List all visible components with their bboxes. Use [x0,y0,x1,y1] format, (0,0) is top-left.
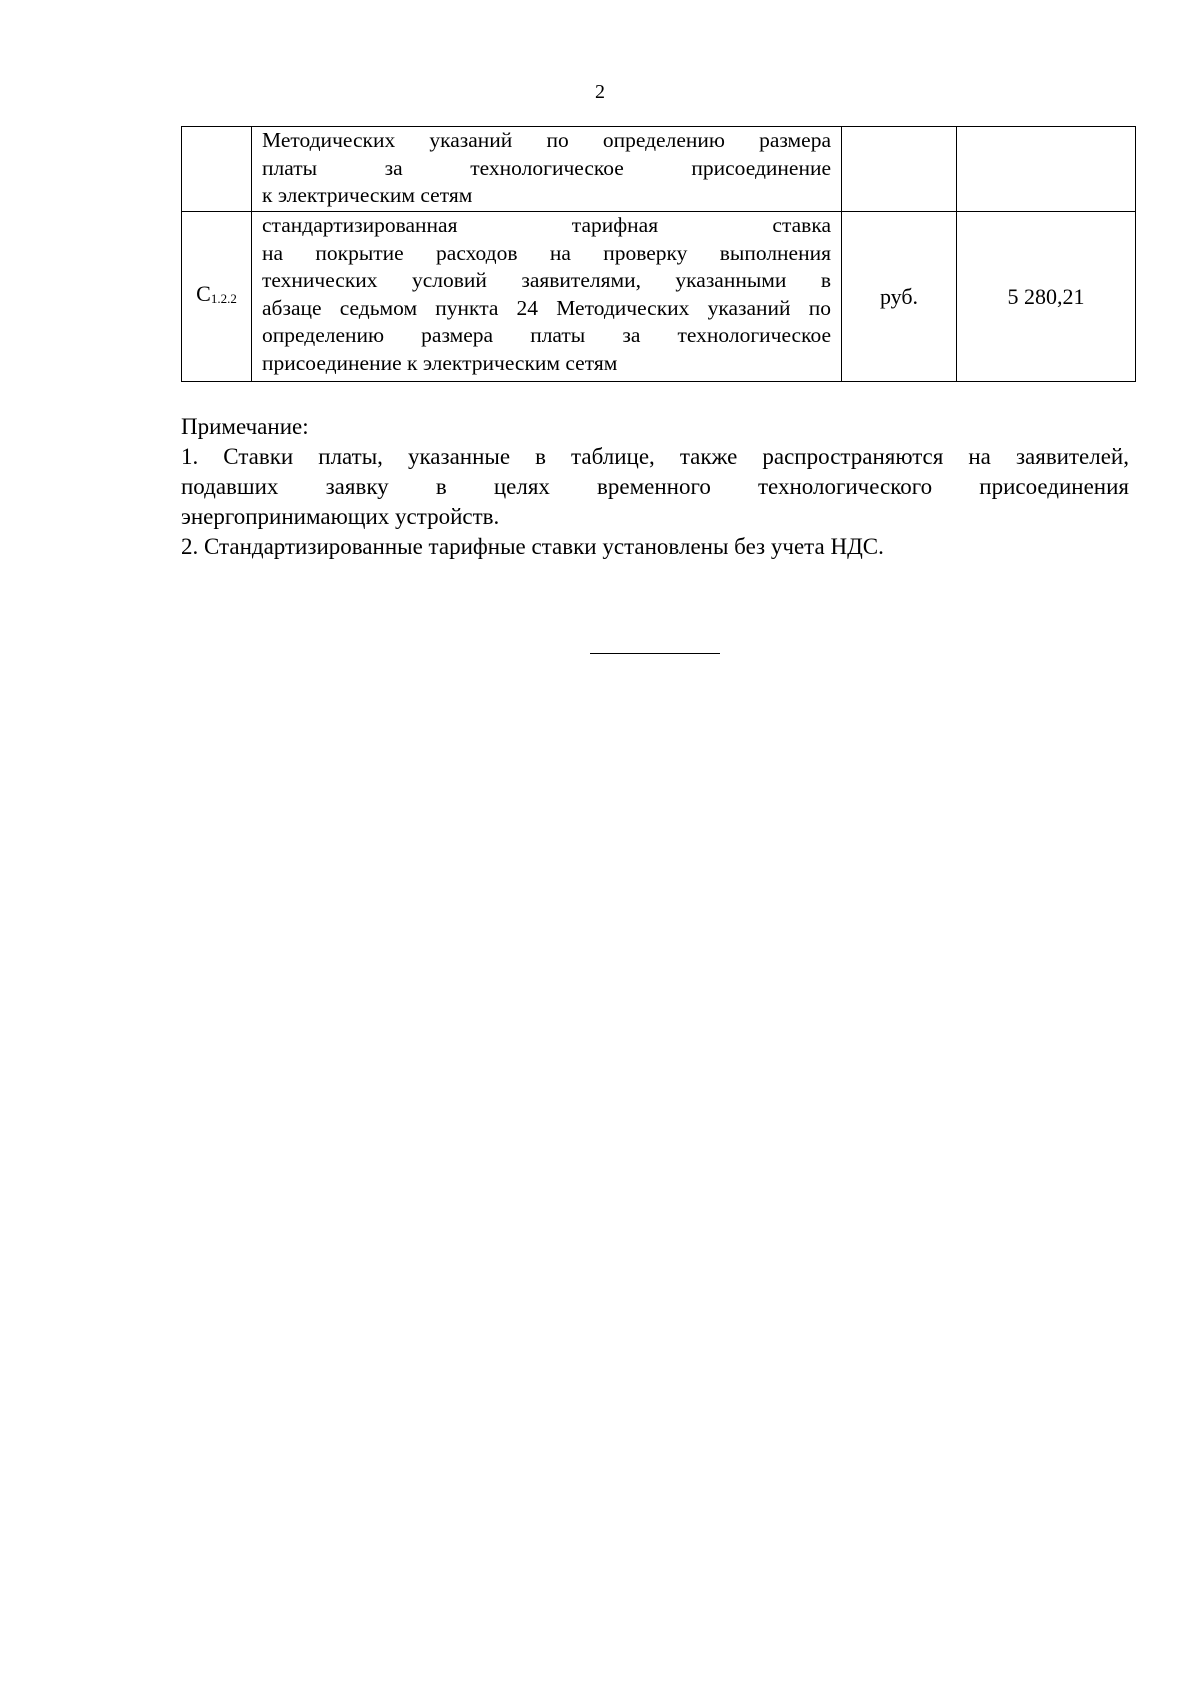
table-row [182,127,1136,212]
description-line: технических условий заявителями, указанными в [262,268,831,292]
description-line: платы за технологическое присоединение [262,155,831,180]
page-number: 2 [595,81,605,103]
table-row [182,212,1136,382]
rate-code-cell [182,212,252,382]
tariff-table [181,126,1136,382]
note-1-line: подавших заявку в целях временного технологического присоединения [181,474,1129,499]
description-line: Методических указаний по определению размера [262,128,831,152]
unit-cell: руб. [842,212,957,382]
description-line: определению размера платы за технологическое [262,323,831,347]
rate-description-cell [252,212,842,382]
description-line: стандартизированная тарифная ставка [262,213,831,237]
rate-code: C [196,281,211,307]
rate-description-cell [252,127,842,212]
rate-code-subscript: 1.2.2 [210,291,237,307]
value-cell: 5 280,21 [957,212,1136,382]
notes-heading: Примечание: [181,414,309,439]
rate-code-cell [182,127,252,212]
description-line: к электрическим сетям [262,183,473,207]
value-cell [957,127,1136,212]
end-of-document-rule [590,653,720,654]
description-line: присоединение к электрическим сетям [262,350,618,375]
notes-section [181,412,1129,562]
description-line: на покрытие расходов на проверку выполнения [262,240,831,265]
note-1-line: 1. Ставки платы, указанные в таблице, также распространяются на заявителей, [181,444,1129,469]
description-line: абзаце седьмом пункта 24 Методических указаний по [262,295,831,320]
note-2: 2. Стандартизированные тарифные ставки установлены без учета НДС. [181,534,884,559]
unit-cell [842,127,957,212]
note-1-line: энергопринимающих устройств. [181,504,500,529]
